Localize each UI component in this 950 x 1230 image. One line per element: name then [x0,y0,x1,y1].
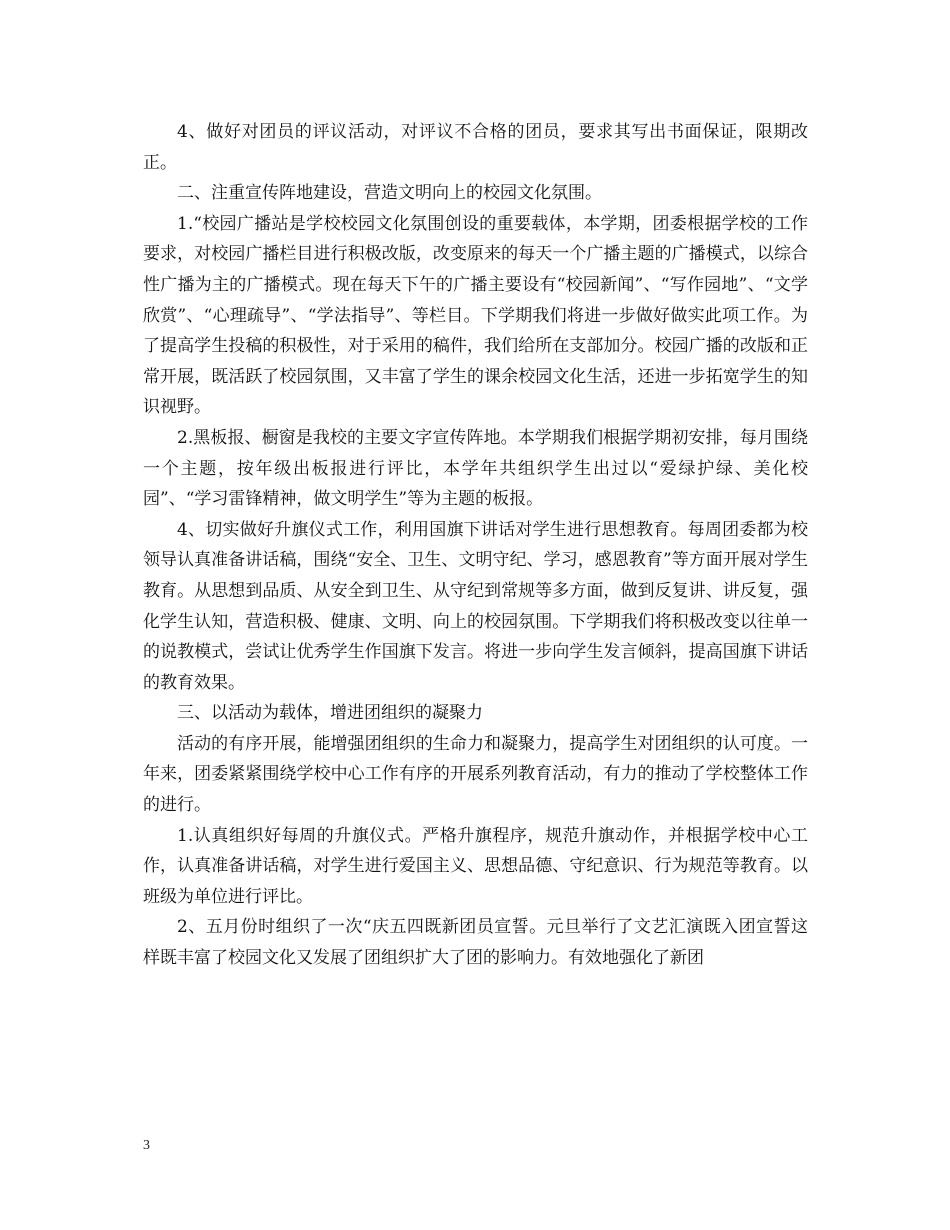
paragraph: 1.认真组织好每周的升旗仪式。严格升旗程序，规范升旗动作，并根据学校中心工作，认真准备讲话稿，对学生进行爱国主义、思想品德、守纪意识、行为规范等教育。以班级为单位进行评比。 [143,825,808,907]
page-number: 3 [143,1138,150,1153]
paragraph: 活动的有序开展，能增强团组织的生命力和凝聚力，提高学生对团组织的认可度。一年来，团委紧紧围绕学校中心工作有序的开展系列教育活动，有力的推动了学校整体工作的进行。 [143,733,808,816]
paragraph: 4、切实做好升旗仪式工作，利用国旗下讲话对学生进行思想教育。每周团委都为校领导认真准备讲话稿，围绕“安全、卫生、文明守纪、学习，感恩教育”等方面开展对学生教育。从思想到品质、从安全到卫生、从守纪到常规等多方面，做到反复讲、讲反复，强化学生认知，营造积极、健康、文明、向上的校园氛围。下学期我们将积极改变以往单一的说教模式，尝试让优秀学生作国旗下发言。将进一步向学生发言倾斜，提高国旗下讲话的教育效果。 [143,519,808,693]
paragraph: 1.“校园广播站是学校校园文化氛围创设的重要载体，本学期，团委根据学校的工作要求，对校园广播栏目进行积极改版，改变原来的每天一个广播主题的广播模式，以综合性广播为主的广播模式。现在每天下午的广播主要设有“校园新闻”、“写作园地”、“文学欣赏”、“心理疏导”、“学法指导”、等栏目。下学期我们将进一步做好做实此项工作。为了提高学生投稿的积极性，对于采用的稿件，我们给所在支部加分。校园广播的改版和正常开展，既活跃了校园氛围，又丰富了学生的课余校园文化生活，还进一步拓宽学生的知识视野。 [143,213,808,418]
section-heading: 二、注重宣传阵地建设，营造文明向上的校园文化氛围。 [177,183,602,204]
document-body [143,117,808,974]
paragraph: 2.黑板报、橱窗是我校的主要文字宣传阵地。本学期我们根据学期初安排，每月围绕一个主题，按年级出板报进行评比，本学年共组织学生出过以“爱绿护绿、美化校园”、“学习雷锋精神，做文明学生”等为主题的板报。 [143,427,808,510]
section-heading: 三、以活动为载体，增进团组织的凝聚力 [177,703,483,724]
paragraph: 4、做好对团员的评议活动，对评议不合格的团员，要求其写出书面保证，限期改正。 [143,122,808,173]
paragraph: 2、五月份时组织了一次“庆五四既新团员宣誓。元旦举行了文艺汇演既入团宣誓这样既丰富了校园文化又发展了团组织扩大了团的影响力。有效地强化了新团 [143,917,808,969]
